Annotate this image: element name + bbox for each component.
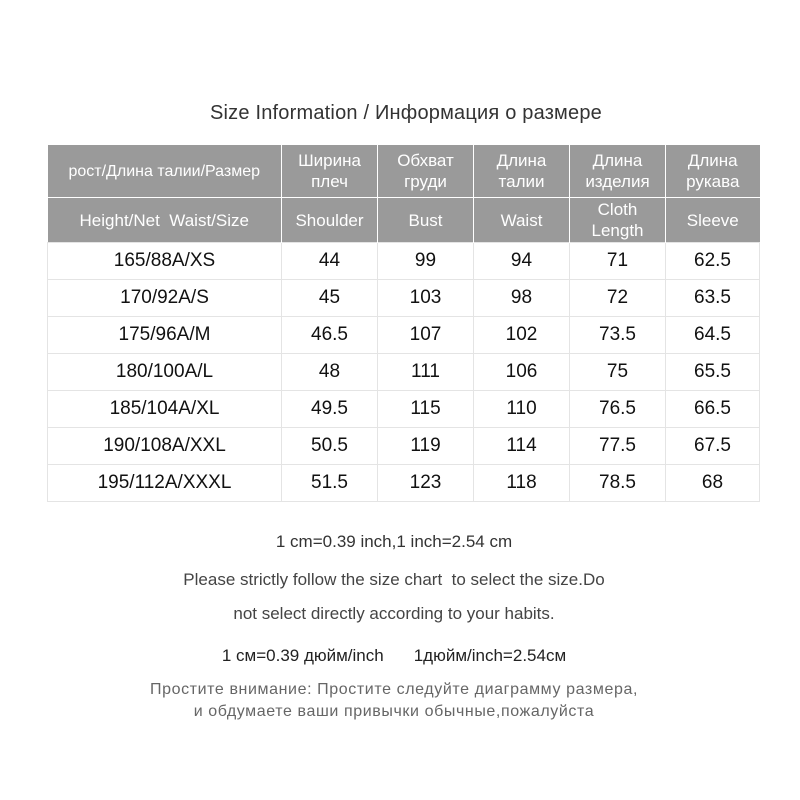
cloth-length-cell: 73.5 xyxy=(570,317,666,354)
sleeve-cell: 67.5 xyxy=(666,428,760,465)
sleeve-cell: 64.5 xyxy=(666,317,760,354)
sleeve-cell: 68 xyxy=(666,465,760,502)
size-cell: 195/112A/XXXL xyxy=(48,465,282,502)
header-en-cell xyxy=(570,198,666,243)
bust-cell: 103 xyxy=(378,280,474,317)
waist-cell: 106 xyxy=(474,354,570,391)
waist-cell: 118 xyxy=(474,465,570,502)
table-row xyxy=(48,391,760,428)
waist-cell: 94 xyxy=(474,243,570,280)
header-en-cell xyxy=(666,198,760,243)
header-line: Длина xyxy=(687,151,738,170)
bust-cell: 119 xyxy=(378,428,474,465)
header-ru-cell xyxy=(48,145,282,198)
size-chart-table xyxy=(47,145,760,502)
size-cell: 180/100A/L xyxy=(48,354,282,391)
header-line: Длина xyxy=(592,151,643,170)
size-cell: 185/104A/XL xyxy=(48,391,282,428)
header-en-cell xyxy=(474,198,570,243)
bust-cell: 115 xyxy=(378,391,474,428)
advice-note-ru-line1: Простите внимание: Простите следуйте диаграмму размера, xyxy=(149,681,638,698)
shoulder-cell: 49.5 xyxy=(282,391,378,428)
table-row xyxy=(48,428,760,465)
header-line: рост/Длина талии/Размер xyxy=(68,162,261,180)
shoulder-cell: 44 xyxy=(282,243,378,280)
waist-cell: 114 xyxy=(474,428,570,465)
conversion-note-en: 1 cm=0.39 inch,1 inch=2.54 cm xyxy=(275,532,513,551)
bust-cell: 107 xyxy=(378,317,474,354)
sleeve-cell: 65.5 xyxy=(666,354,760,391)
header-line: Bust xyxy=(408,210,443,230)
header-line: Cloth xyxy=(597,200,638,219)
cloth-length-cell: 72 xyxy=(570,280,666,317)
bust-cell: 99 xyxy=(378,243,474,280)
header-line: талии xyxy=(498,172,545,191)
header-en-cell xyxy=(378,198,474,243)
size-cell: 165/88A/XS xyxy=(48,243,282,280)
header-line: Длина xyxy=(496,151,547,170)
cloth-length-cell: 78.5 xyxy=(570,465,666,502)
advice-note-en-line2: not select directly according to your habits. xyxy=(233,604,555,623)
shoulder-cell: 51.5 xyxy=(282,465,378,502)
conversion-ru-part2: 1дюйм/inch=2.54см xyxy=(413,646,567,665)
size-cell: 175/96A/M xyxy=(48,317,282,354)
table-row xyxy=(48,243,760,280)
advice-note-ru-line2: и обдумаете ваши привычки обычные,пожалуйста xyxy=(193,703,595,720)
table-row xyxy=(48,317,760,354)
header-row-russian xyxy=(48,145,760,198)
header-row-english xyxy=(48,198,760,243)
cloth-length-cell: 75 xyxy=(570,354,666,391)
shoulder-cell: 48 xyxy=(282,354,378,391)
header-line: Sleeve xyxy=(686,210,739,230)
header-ru-cell xyxy=(282,145,378,198)
header-line: Waist xyxy=(500,210,543,230)
header-ru-cell xyxy=(474,145,570,198)
waist-cell: 110 xyxy=(474,391,570,428)
page-title: Size Information / Информация о размере xyxy=(210,102,602,124)
header-line: Обхват xyxy=(397,151,454,170)
shoulder-cell: 45 xyxy=(282,280,378,317)
sleeve-cell: 62.5 xyxy=(666,243,760,280)
shoulder-cell: 50.5 xyxy=(282,428,378,465)
bust-cell: 111 xyxy=(378,354,474,391)
cloth-length-cell: 77.5 xyxy=(570,428,666,465)
header-line: плеч xyxy=(311,172,348,191)
cloth-length-cell: 76.5 xyxy=(570,391,666,428)
header-line: Ширина xyxy=(298,151,361,170)
size-cell: 170/92A/S xyxy=(48,280,282,317)
sleeve-cell: 63.5 xyxy=(666,280,760,317)
advice-note-en-line1: Please strictly follow the size chart to select the size.Do xyxy=(183,570,605,589)
size-cell: 190/108A/XXL xyxy=(48,428,282,465)
waist-cell: 102 xyxy=(474,317,570,354)
conversion-ru-part1: 1 см=0.39 дюйм/inch xyxy=(221,646,384,665)
header-line: Length xyxy=(591,221,644,240)
header-en-cell xyxy=(48,198,282,243)
bust-cell: 123 xyxy=(378,465,474,502)
table-row xyxy=(48,280,760,317)
header-line: Height/Net Waist/Size xyxy=(79,210,249,230)
header-ru-cell xyxy=(570,145,666,198)
size-table-body xyxy=(48,243,760,502)
header-ru-cell xyxy=(666,145,760,198)
header-line: рукава xyxy=(686,172,740,191)
cloth-length-cell: 71 xyxy=(570,243,666,280)
shoulder-cell: 46.5 xyxy=(282,317,378,354)
conversion-note-ru xyxy=(0,646,788,666)
table-row xyxy=(48,354,760,391)
waist-cell: 98 xyxy=(474,280,570,317)
table-row xyxy=(48,465,760,502)
header-en-cell xyxy=(282,198,378,243)
header-ru-cell xyxy=(378,145,474,198)
header-line: изделия xyxy=(585,172,650,191)
sleeve-cell: 66.5 xyxy=(666,391,760,428)
header-line: Shoulder xyxy=(295,210,364,230)
header-line: груди xyxy=(404,172,447,191)
